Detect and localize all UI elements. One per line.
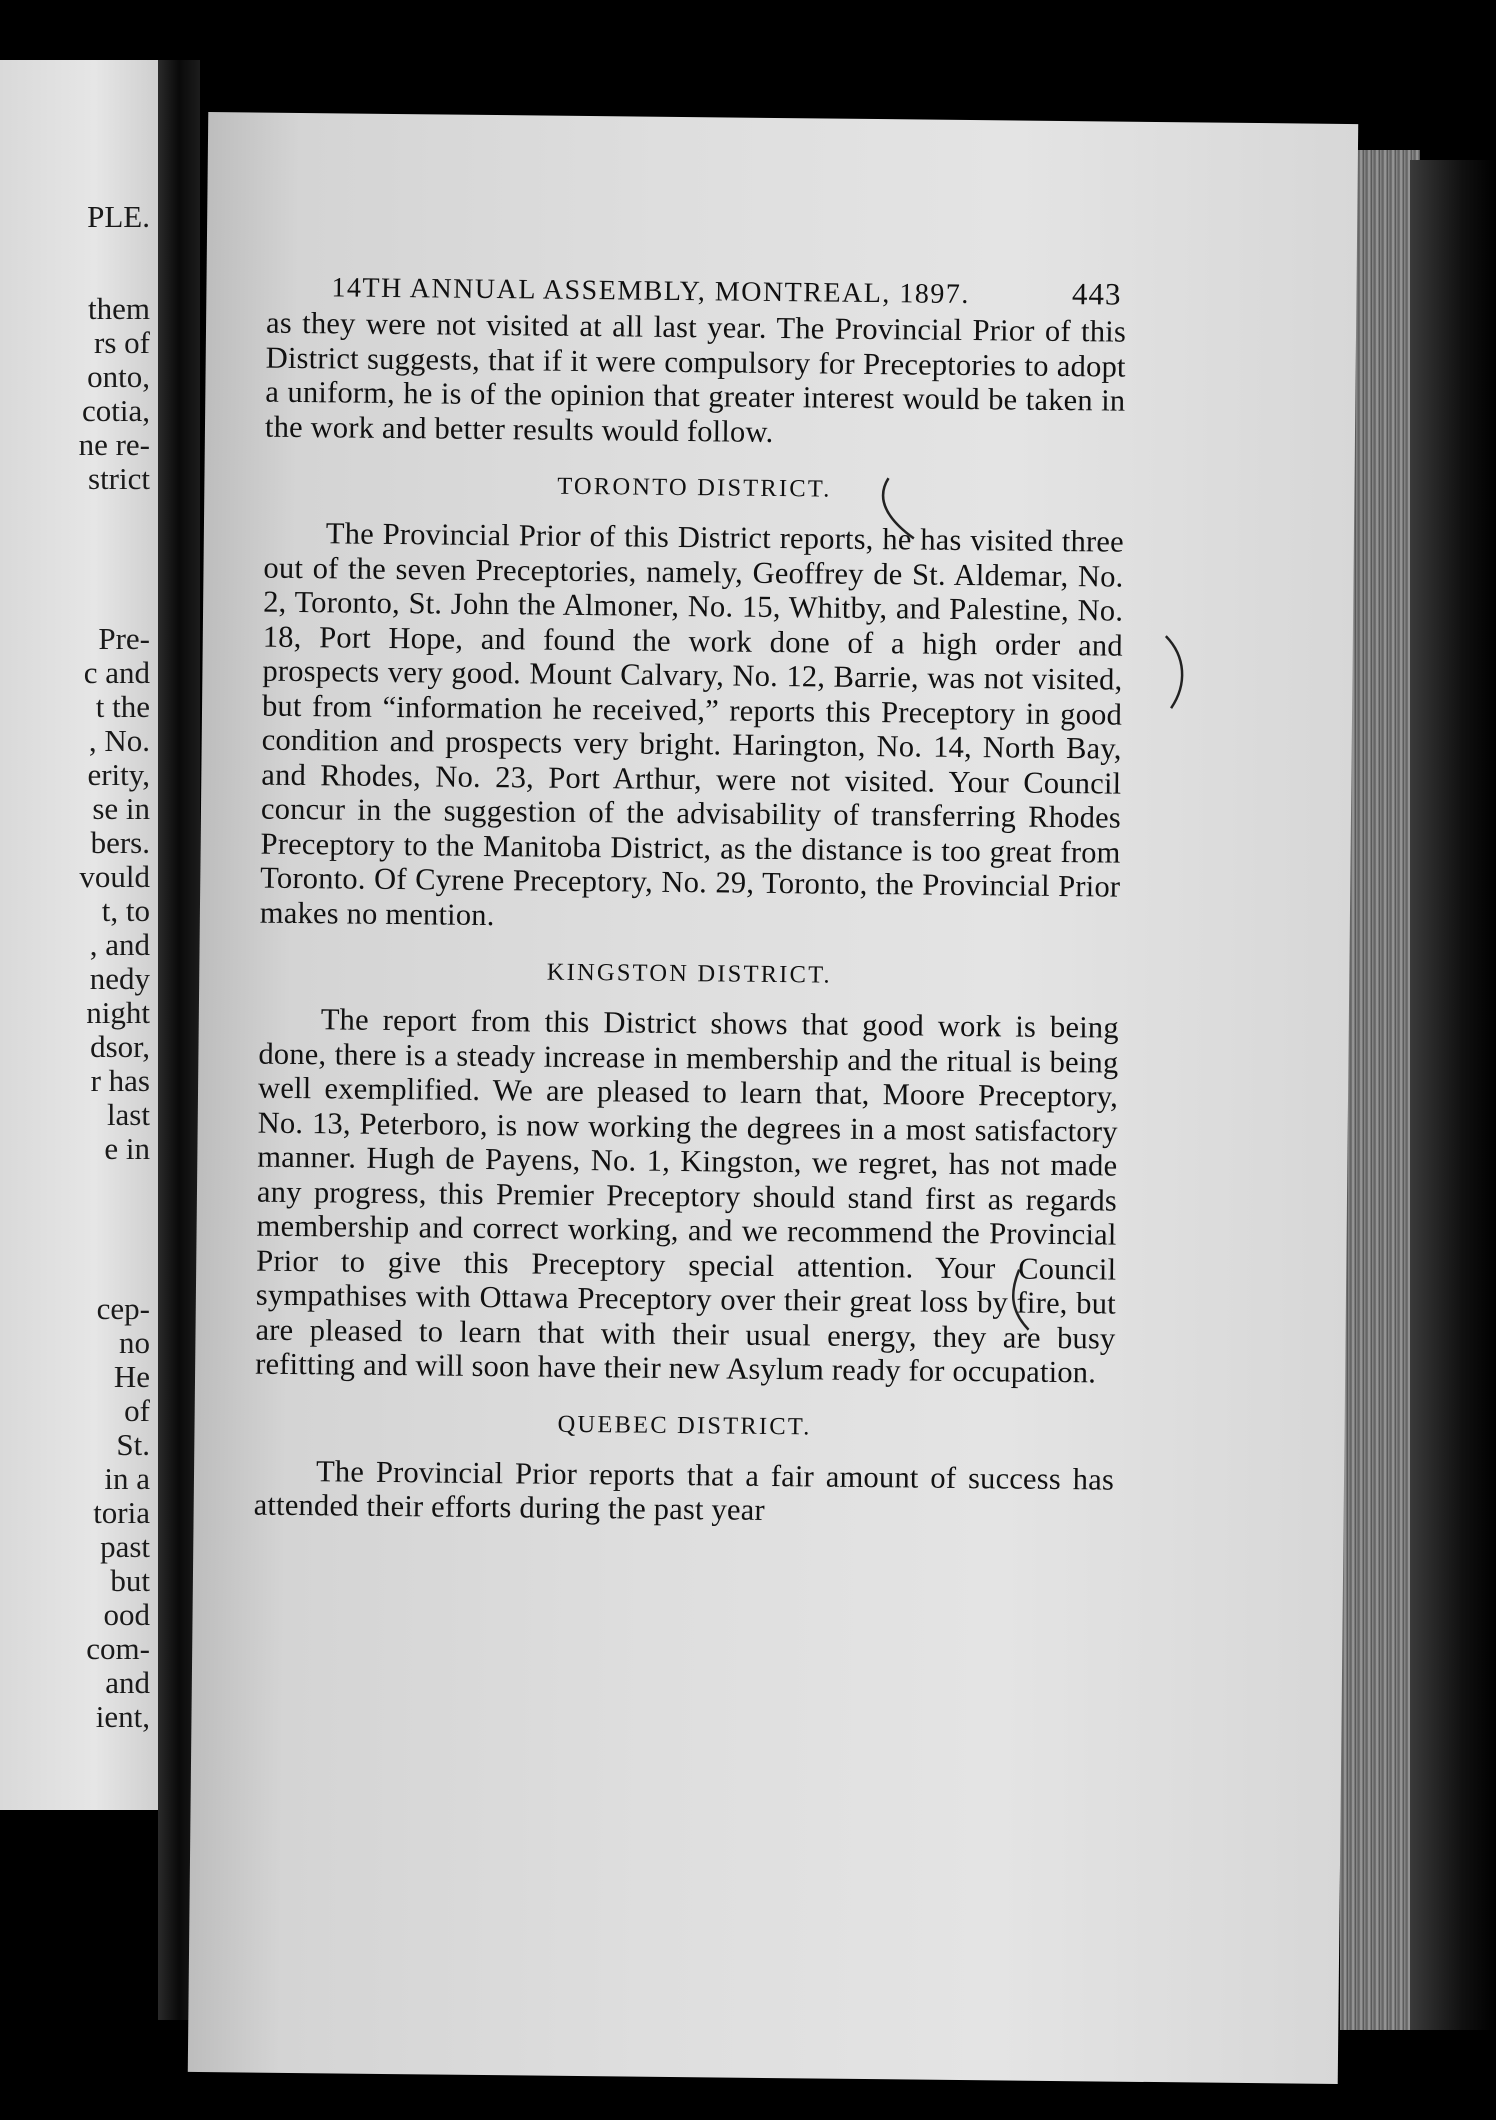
facing-page-fragment: but xyxy=(110,1563,150,1598)
page-text xyxy=(254,268,1127,1531)
facing-page-fragment: , No. xyxy=(88,723,150,758)
facing-page-fragment: c and xyxy=(83,655,150,690)
facing-page-fragment: dsor, xyxy=(90,1029,150,1064)
facing-page-fragment: onto, xyxy=(87,359,150,394)
running-head xyxy=(331,268,1121,312)
facing-page-fragment: He xyxy=(113,1359,150,1394)
facing-page-fragment: PLE. xyxy=(87,199,150,234)
facing-page-fragment: them xyxy=(88,291,150,326)
facing-page-fragment: Pre- xyxy=(98,621,150,656)
facing-page-fragment: bers. xyxy=(90,825,150,860)
facing-page-fragment: e in xyxy=(104,1131,150,1166)
section-paragraph-quebec: The Provincial Prior reports that a fair amount of success has attended their efforts during the past year xyxy=(253,1453,1115,1527)
facing-page-fragment: ne re- xyxy=(78,427,150,462)
facing-page-fragment: t the xyxy=(95,689,150,724)
facing-page-fragment: erity, xyxy=(87,757,150,792)
facing-page-fragment: cotia, xyxy=(82,393,150,428)
facing-page-fragment: night xyxy=(86,995,150,1030)
book-page xyxy=(188,112,1358,2084)
facing-page-fragment: r has xyxy=(90,1063,150,1098)
facing-page-fragment: toria xyxy=(93,1495,150,1530)
facing-page-fragment: rs of xyxy=(94,325,150,360)
section-heading-kingston: KINGSTON DISTRICT. xyxy=(546,958,832,989)
facing-page-fragment: past xyxy=(100,1529,150,1564)
facing-page-fragment: in a xyxy=(104,1461,150,1496)
opening-paragraph: as they were not visited at all last year. The Provincial Prior of this District suggests, that if it were compulsory for Preceptories to adopt a uniform, he is of the opinion that greater interest would be taken in the work and better results would follow. xyxy=(264,305,1127,449)
facing-page-fragment: and xyxy=(105,1665,150,1700)
page-edges-shadow xyxy=(1410,160,1496,2030)
facing-page-fragment: t, to xyxy=(101,893,150,928)
facing-page-fragment: of xyxy=(124,1393,150,1428)
facing-page-fragment: se in xyxy=(92,791,150,826)
facing-page-fragment: ient, xyxy=(95,1699,150,1734)
facing-page-fragment: cep- xyxy=(96,1291,150,1326)
section-heading-quebec: QUEBEC DISTRICT. xyxy=(557,1410,812,1440)
facing-page-fragment: strict xyxy=(88,461,150,496)
facing-page-fragment: ood xyxy=(103,1597,150,1632)
page-number: 443 xyxy=(1071,276,1122,312)
facing-page-fragment: last xyxy=(106,1097,150,1132)
facing-page-left xyxy=(0,60,158,1810)
facing-page-fragment: com- xyxy=(86,1631,150,1666)
section-heading-toronto: TORONTO DISTRICT. xyxy=(557,472,832,503)
facing-page-fragment: vould xyxy=(79,859,150,894)
facing-page-fragment: St. xyxy=(116,1427,150,1462)
section-paragraph-toronto: The Provincial Prior of this District reports, he has visited three out of the seven Preceptories, namely, Geoffrey de St. Aldemar, No. 2, Toronto, St. John the Almoner, No. 15, Whitby, and Palestine, No. 18, Port Hope, and found the work done of a high order and prospects very good. Mount Calvary, No. 12, Barrie, was not visited, but from “information he received,” reports this Preceptory in good condition and prospects very bright. Harington, No. 14, North Bay, and Rhodes, No. 23, Port Arthur, were not visited. Your Council concur in the suggestion of the advisability of transferring Rhodes Preceptory to the Manitoba District, as the distance is too great from Toronto. Of Cyrene Preceptory, No. 29, Toronto, the Provincial Prior makes no mention. xyxy=(259,516,1125,932)
facing-page-fragment: no xyxy=(119,1325,150,1360)
facing-page-fragment: nedy xyxy=(89,961,150,996)
pencil-mark-paren xyxy=(1157,632,1198,712)
section-paragraph-kingston: The report from this District shows that good work is being done, there is a steady increase in membership and the ritual is being well exemplified. We are pleased to learn that, Moore Preceptory, No. 13, Peterboro, is now working the degrees in a most satisfactory manner. Hugh de Payens, No. 1, Kingston, we regret, has not made any progress, this Premier Preceptory should stand first as regards membership and correct working, and we recommend the Provincial Prior to give this Preceptory special attention. Your Council sympathises with Ottawa Preceptory over their great loss by fire, but are pleased to learn that with their usual energy, they are busy refitting and will soon have their new Asylum ready for occupation. xyxy=(255,1002,1119,1390)
running-head-title: 14TH ANNUAL ASSEMBLY, MONTREAL, 1897. xyxy=(331,272,970,311)
facing-page-fragment: , and xyxy=(89,927,150,962)
